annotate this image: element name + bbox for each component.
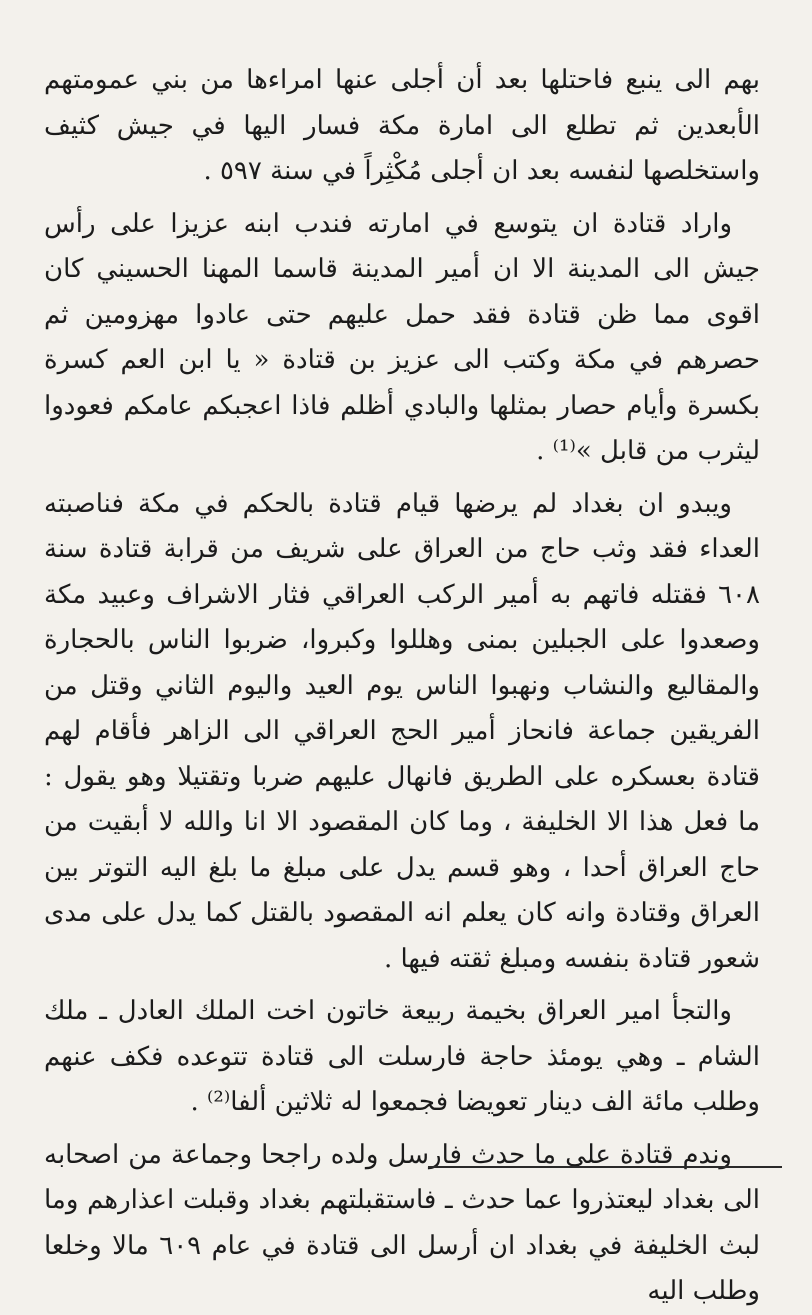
paragraph-2: واراد قتادة ان يتوسع في امارته فندب ابنه عزيزا على رأس جيش الى المدينة الا ان أمير المدينة قاسما المهنا الحسيني كان اقوى مما ظن قتادة فقد حمل عليهم حتى عادوا مهزومين ثم حصرهم في مكة وكتب الى عزيز بن قتادة « يا ابن العم كسرة بكسرة وأيام حصار بمثلها والبادي أظلم فاذا اعجبكم عامكم فعودوا ليثرب من قابل »⁽¹⁾ .: [44, 208, 760, 466]
paragraph-5: وندم قتادة على ما حدث فارسل ولده راجحا وجماعة من اصحابه الى بغداد ليعتذروا عما حدث ـ فاستقبلتهم بغداد وقبلت اعذارهم وما لبث الخليفة في بغداد ان أرسل الى قتادة في عام ٦٠٩ مالا وخلعا وطلب اليه: [44, 1139, 760, 1306]
paragraph-3: ويبدو ان بغداد لم يرضها قيام قتادة بالحكم في مكة فناصبته العداء فقد وثب حاج من العراق على شريف من قرابة قتادة سنة ٦٠٨ فقتله فاتهم به أمير الركب العراقي فثار الاشراف وعبيد مكة وصعدوا على الجبلين بمنى وهللوا وكبروا، ضربوا الناس بالحجارة والمقاليع والنشاب ونهبوا الناس يوم العيد واليوم الثاني وقتل من الفريقين جماعة فانحاز أمير الحج العراقي الى الزاهر فأقام لهم قتادة بعسكره على الطريق فانهال عليهم ضربا وتقتيلا وهو يقول : ما فعل هذا الا الخليفة ، وما كان المقصود الا انا والله لا أبقيت من حاج العراق أحدا ، وهو قسم يدل على مبلغ ما بلغ اليه التوتر بين العراق وقتادة وانه كان يعلم انه المقصود بالقتل كما يدل على مدى شعور قتادة بنفسه ومبلغ ثقته فيها .: [44, 488, 760, 974]
page-body: [44, 58, 760, 1315]
paragraph-1: بهم الى ينبع فاحتلها بعد أن أجلى عنها امراءها من بني عمومتهم الأبعدين ثم تطلع الى امارة مكة فسار اليها في جيش كثيف واستخلصها لنفسه بعد ان أجلى مُكْثِراً في سنة ٥٩٧ .: [44, 65, 760, 186]
footnote-separator-line: [428, 1166, 782, 1168]
paragraph-4: والتجأ امير العراق بخيمة ربيعة خاتون اخت الملك العادل ـ ملك الشام ـ وهي يومئذ حاجة فارسلت الى قتادة تتوعده فكف عنهم وطلب مائة الف دينار تعويضا فجمعوا له ثلاثين ألفا⁽²⁾ .: [44, 996, 760, 1117]
